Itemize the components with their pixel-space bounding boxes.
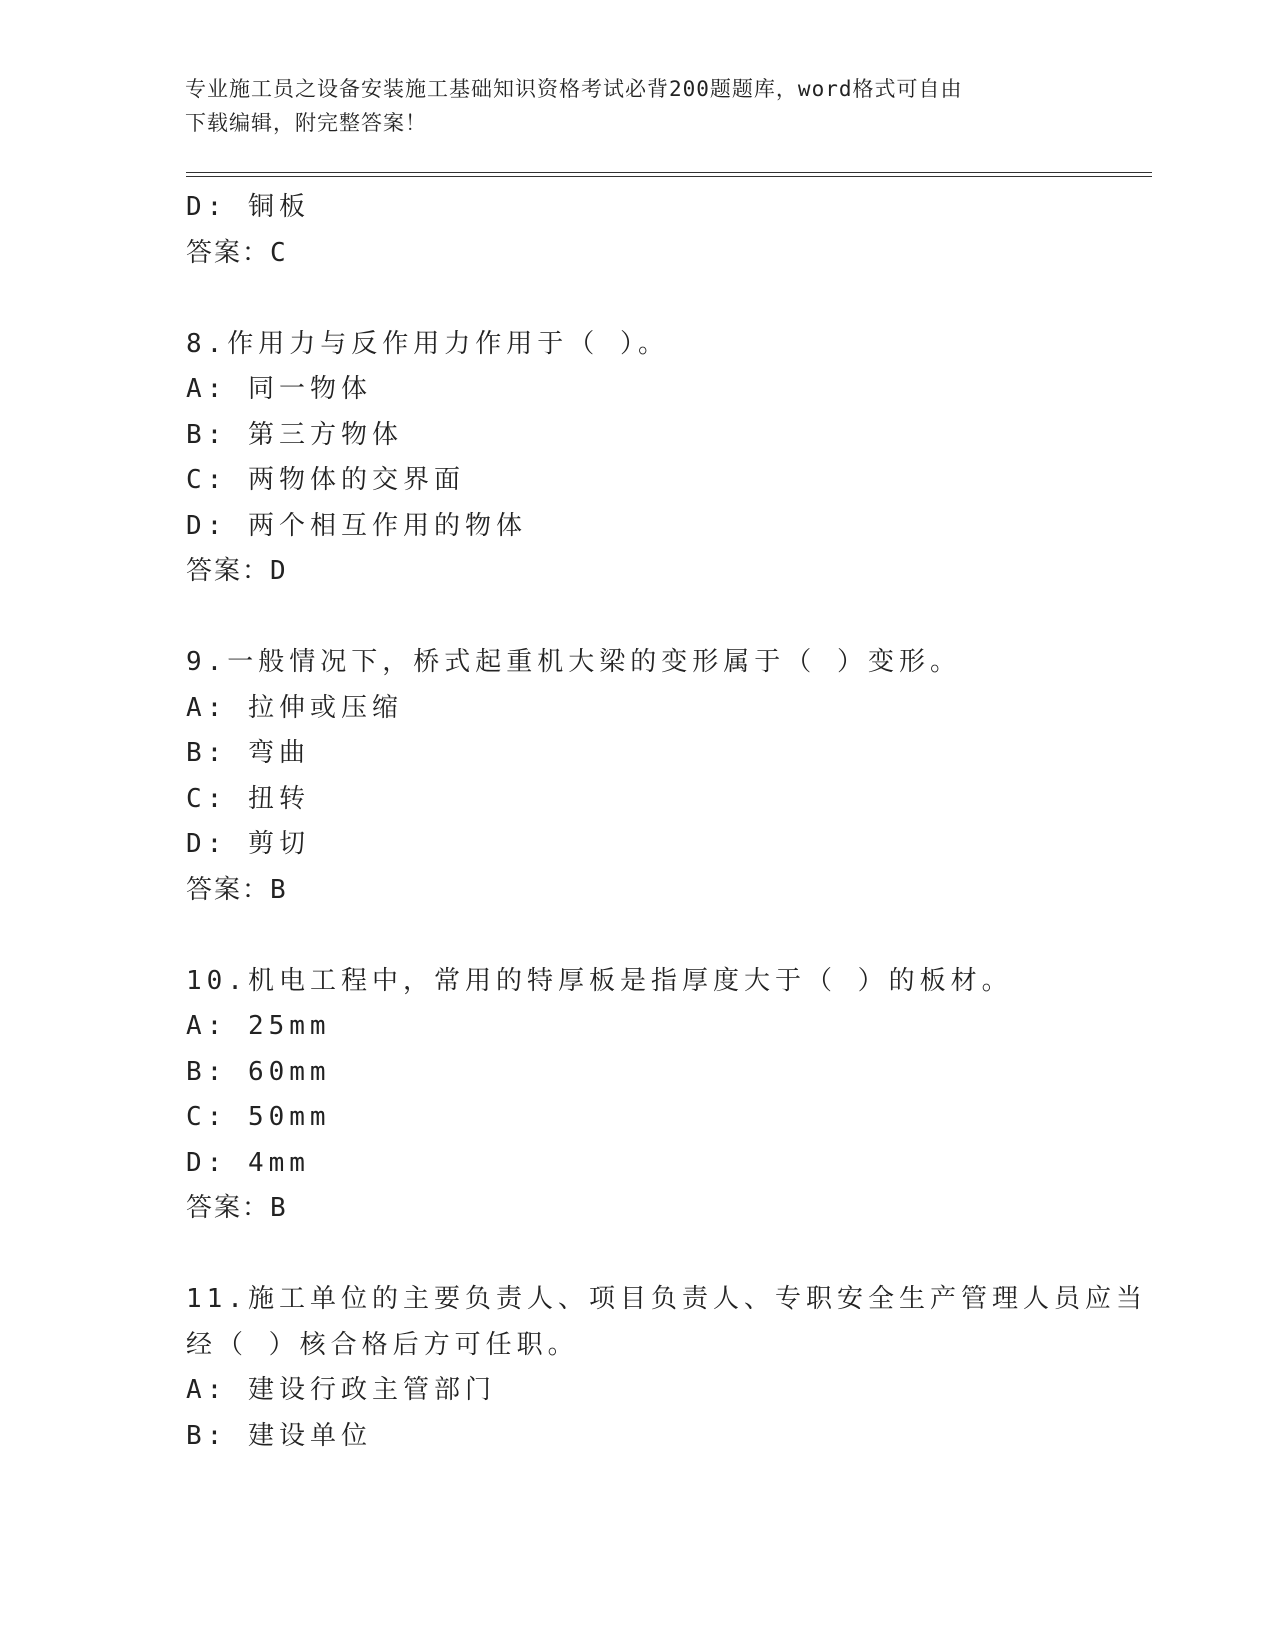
option-b: B: 第三方物体 [186, 419, 403, 450]
question-stem-line-1: 11.施工单位的主要负责人、项目负责人、专职安全生产管理人员应当 [186, 1284, 1147, 1314]
question-11 [186, 1277, 1147, 1459]
option-b: B: 弯曲 [186, 738, 310, 768]
option-b: B: 建设单位 [186, 1420, 372, 1451]
option-c: C: 50mm [186, 1102, 331, 1132]
option-b: B: 60mm [186, 1056, 331, 1087]
option-a: A: 同一物体 [186, 374, 372, 404]
option-d: D: 剪切 [186, 829, 310, 859]
question-10 [186, 959, 1136, 1232]
option-c: C: 扭转 [186, 783, 310, 814]
answer: 答案：B [186, 874, 288, 905]
option-d: D: 4mm [186, 1147, 310, 1178]
question-stem: 10.机电工程中，常用的特厚板是指厚度大于（ ）的板材。 [186, 965, 1013, 996]
answer: 答案：D [186, 556, 288, 586]
answer: 答案：B [186, 1193, 288, 1223]
question-stem: 8.作用力与反作用力作用于（ ）。 [186, 328, 669, 359]
header-line-1: 专业施工员之设备安装施工基础知识资格考试必背200题题库，word格式可自由 [185, 77, 963, 101]
option-d: D: 两个相互作用的物体 [186, 510, 527, 541]
question-content [186, 185, 1147, 1459]
question-8 [186, 322, 1136, 595]
question-stem-line-2: 经（ ）核合格后方可任职。 [186, 1329, 579, 1360]
header-rule-top [186, 172, 1152, 173]
question-9 [186, 640, 1136, 913]
option-a: A: 拉伸或压缩 [186, 692, 403, 723]
document-header [185, 72, 1085, 140]
option-a: A: 25mm [186, 1011, 331, 1041]
prev-answer: 答案：C [186, 237, 288, 268]
prev-option-d: D: 铜板 [186, 192, 310, 222]
option-c: C: 两物体的交界面 [186, 465, 465, 495]
question-stem: 9.一般情况下，桥式起重机大梁的变形属于（ ）变形。 [186, 647, 961, 677]
header-rule-bottom [186, 176, 1152, 177]
header-line-2: 下载编辑，附完整答案！ [185, 111, 427, 135]
option-a: A: 建设行政主管部门 [186, 1375, 496, 1405]
